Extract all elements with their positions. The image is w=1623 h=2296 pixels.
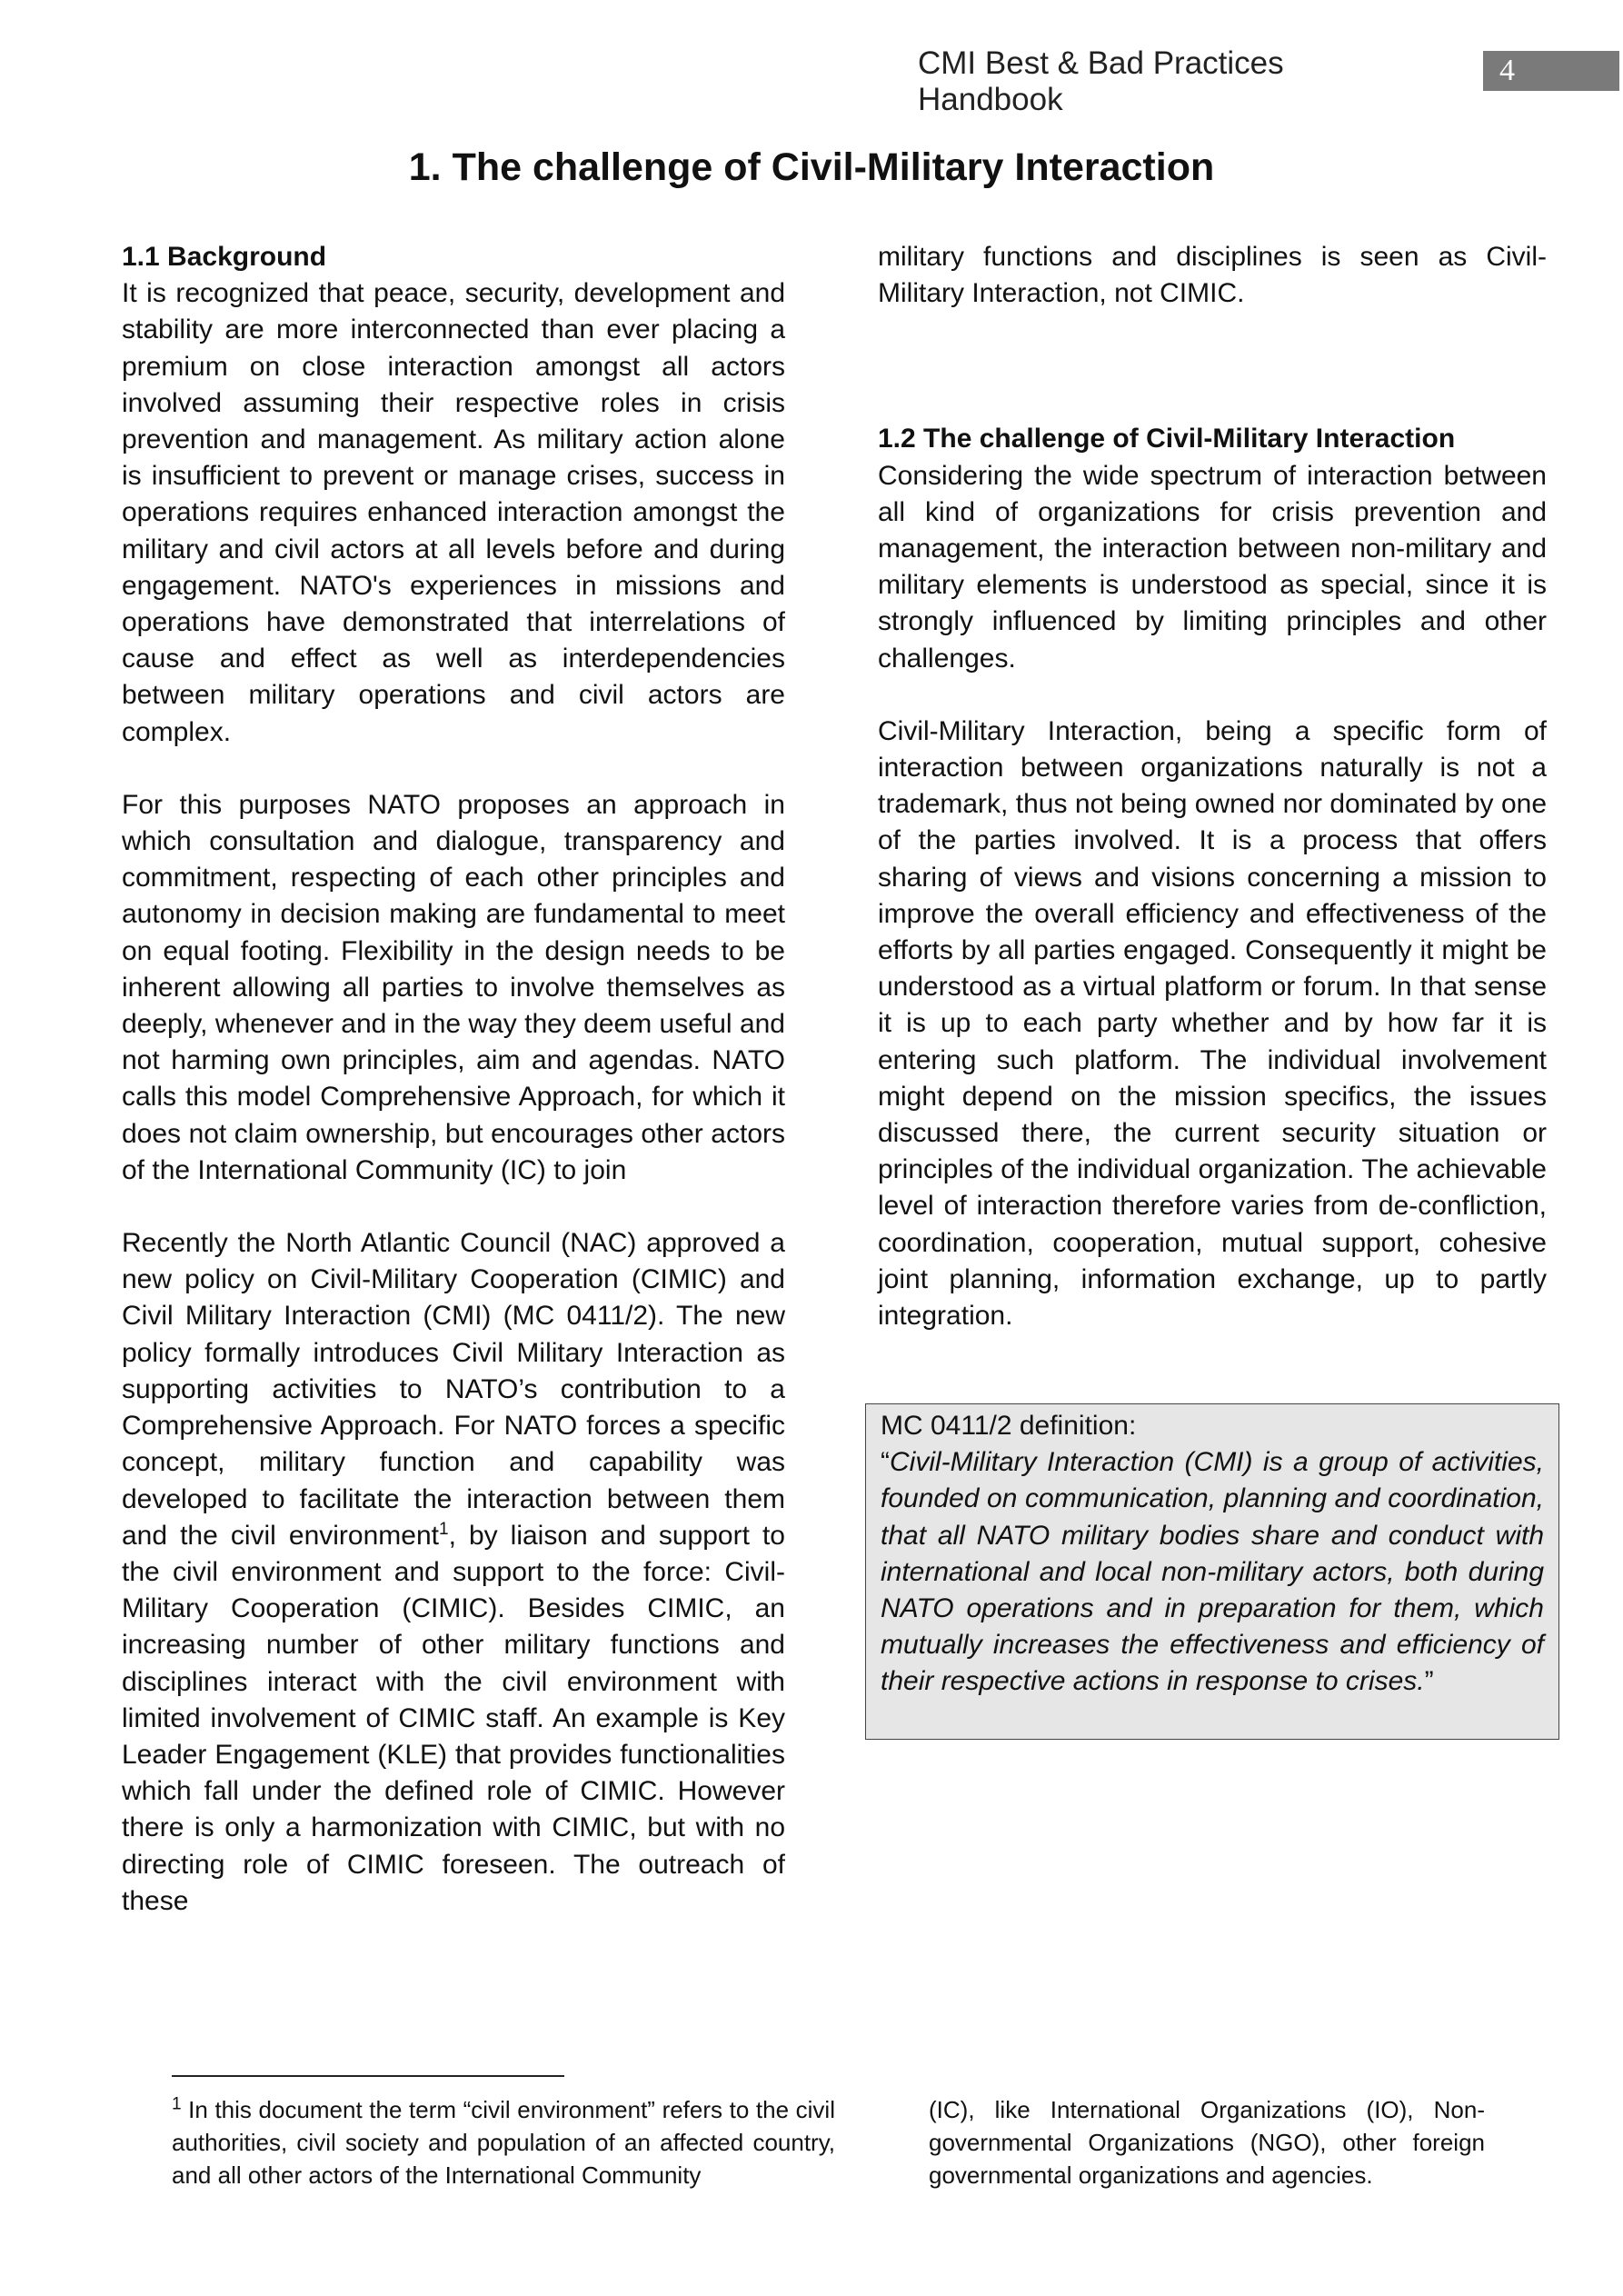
definition-quote [881, 1444, 1544, 1700]
paragraph: Civil-Military Interaction, being a specific form of interaction between organizations naturally is not a trademark, thus not being owned nor dominated by one of the parties involved. It is a process that offers sharing of views and visions concerning a mission to improve the overall efficiency and effectiveness of the efforts by all parties engaged. Consequently it might be understood as a virtual platform or forum. In that sense it is up to each party whether and by how far it is entering such platform. The individual involvement might depend on the mission specifics, the issues discussed there, the current security situation or principles of the individual organization. The achievable level of interaction therefore varies from de-confliction, coordination, cooperation, mutual support, cohesive joint planning, information exchange, up to partly integration. [878, 715, 1547, 1332]
footnote-text: In this document the term “civil environment” refers to the civil authorities, civil society and population of an affected country, and all other actors of the International Community [172, 2096, 835, 2189]
paragraph [122, 1225, 785, 1920]
open-quote: “ [881, 1447, 890, 1478]
definition-text: Civil-Military Interaction (CMI) is a group of activities, founded on communication, planning and coordination, that all NATO military bodies share and conduct with international and local non-military actors, both during NATO operations and in preparation for them, which mutually increases the effectiveness and efficiency of their respective actions in response to crises. [881, 1447, 1544, 1697]
definition-label: MC 0411/2 definition: [881, 1411, 1137, 1441]
paragraph: For this purposes NATO proposes an approach in which consultation and dialogue, transparency and commitment, respecting of each other principles and autonomy in decision making are fundamental to meet on equal footing. Flexibility in the design needs to be inherent allowing all parties to involve themselves as deeply, whenever and in the way they deem useful and not harming own principles, aim and agendas. NATO calls this model Comprehensive Approach, for which it does not claim ownership, but encourages other actors of the International Community (IC) to join [122, 789, 785, 1185]
footnote-separator [172, 2075, 564, 2077]
paragraph: Considering the wide spectrum of interaction between all kind of organizations for crisis prevention and management, the interaction between non-military and military elements is understood as special, since it is strongly influenced by limiting principles and other challenges. [878, 460, 1547, 674]
definition-box [865, 1403, 1559, 1740]
paragraph-continuation: military functions and disciplines is seen as Civil-Military Interaction, not CIMIC. [878, 242, 1547, 309]
left-column [122, 239, 785, 1956]
footnote-reference[interactable]: 1 [438, 1519, 449, 1539]
right-column [878, 239, 1547, 1371]
footnote-right: (IC), like International Organizations (IO), Non-governmental Organizations (NGO), other foreign governmental organizations and agencies. [929, 2096, 1485, 2189]
section-heading-background: 1.1 Background [122, 242, 327, 272]
page-number: 4 [1483, 51, 1619, 91]
section-heading-challenge: 1.2 The challenge of Civil-Military Interaction [878, 424, 1456, 454]
paragraph: It is recognized that peace, security, development and stability are more interconnected than ever placing a premium on close interaction amongst all actors involved assuming their respective roles in crisis prevention and management. As military action alone is insufficient to prevent or manage crises, success in operations requires enhanced interaction amongst the military and civil actors at all levels before and during engagement. NATO's experiences in missions and operations have demonstrated that interrelations of cause and effect as well as interdependencies between military operations and civil actors are complex. [122, 278, 785, 747]
running-header-title: CMI Best & Bad Practices Handbook [918, 45, 1284, 117]
footnote-left [172, 2093, 835, 2191]
close-quote: ” [1424, 1666, 1434, 1697]
spacer [878, 348, 1547, 421]
chapter-title: 1. The challenge of Civil-Military Interaction [408, 145, 1215, 189]
footnote-marker: 1 [172, 2094, 182, 2114]
paragraph-text: , by liaison and support to the civil environment and support to the force: Civil-Military Cooperation (CIMIC). Besides CIMIC, an increasing number of other military functions and disciplines interact with the civil environment with limited involvement of CIMIC staff. An example is Key Leader Engagement (KLE) that provides functionalities which fall under the defined role of CIMIC. However there is only a harmonization with CIMIC, but with no directing role of CIMIC foreseen. The outreach of these [122, 1520, 785, 1916]
paragraph-text: Recently the North Atlantic Council (NAC) approved a new policy on Civil-Military Cooperation (CIMIC) and Civil Military Interaction (CMI) (MC 0411/2). The new policy formally introduces Civil Military Interaction as supporting activities to NATO’s contribution to a Comprehensive Approach. For NATO forces a specific concept, military function and capability was developed to facilitate the interaction between them and the civil environment [122, 1228, 785, 1551]
